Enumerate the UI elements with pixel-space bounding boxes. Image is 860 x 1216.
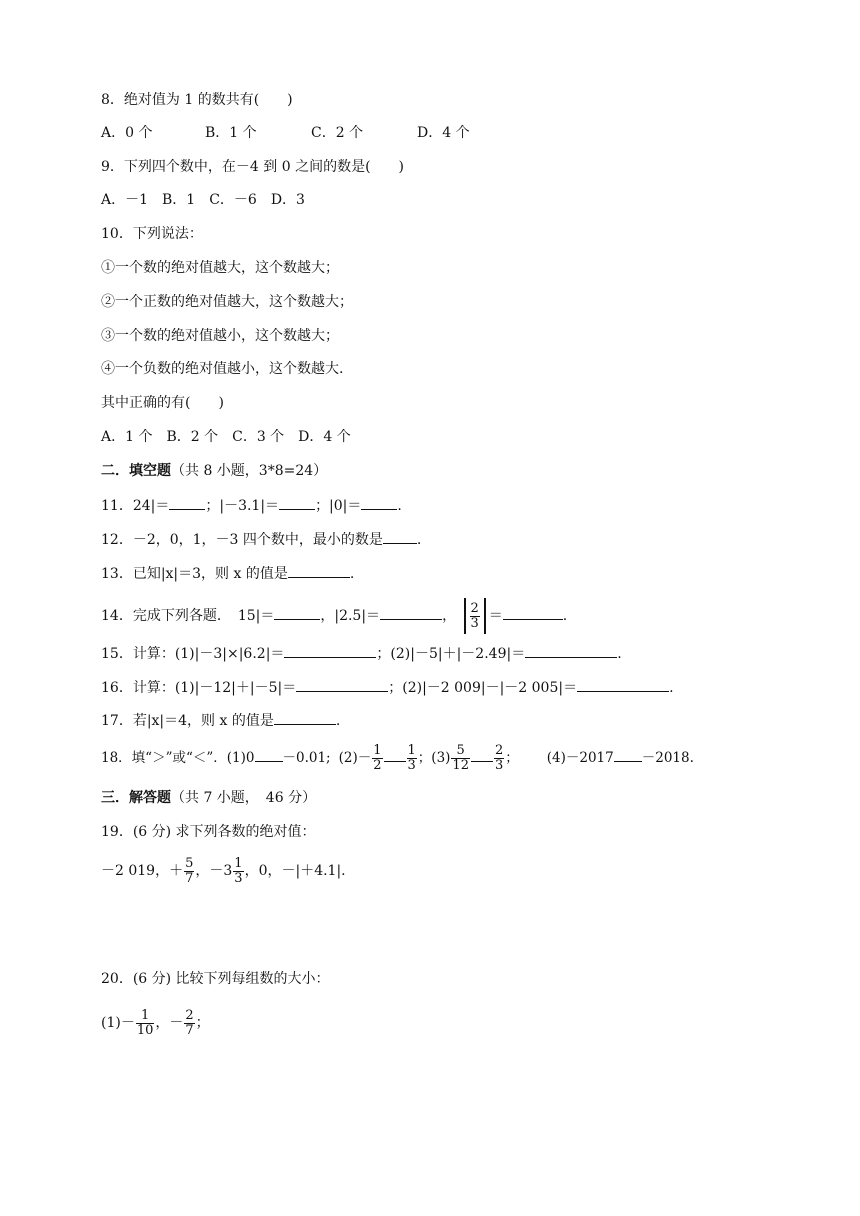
q19-part-c: ，0，－|＋4.1|.	[244, 863, 346, 879]
q18	[101, 738, 694, 778]
answer-blank[interactable]	[288, 563, 350, 578]
q18-part-c: (2)－	[338, 750, 372, 766]
fraction: $\frac{2}{7}$	[185, 1007, 194, 1038]
q14	[101, 596, 567, 636]
q16	[101, 677, 674, 698]
answer-blank[interactable]	[284, 643, 376, 658]
q18-part-h: －2018.	[641, 750, 694, 766]
fraction: $\frac{1}{10}$	[136, 1007, 154, 1038]
q10-options: A．1 个 B．2 个 C．3 个 D．4 个	[101, 429, 351, 445]
q19-part-b: ，－3	[195, 863, 233, 879]
q10-statement-4: ④一个负数的绝对值越小，这个数越大.	[101, 361, 344, 377]
answer-blank[interactable]	[503, 605, 563, 620]
fraction: $\frac{2}{3}$	[494, 743, 504, 773]
q12-part-b: .	[416, 532, 422, 548]
section2-title: 二．填空题	[101, 463, 171, 479]
answer-blank[interactable]	[384, 747, 406, 762]
q11-part-a: 11．24|＝	[101, 498, 170, 514]
fraction: $\frac{1}{3}$	[234, 855, 243, 886]
q20-part-b: ，－	[155, 1015, 184, 1031]
q10-question: 其中正确的有( )	[101, 395, 224, 411]
answer-blank[interactable]	[255, 747, 283, 762]
answer-blank[interactable]	[471, 747, 493, 762]
q8-options	[101, 123, 470, 143]
q15-part-b: ；(2)|－5|＋|－2.49|＝	[376, 646, 526, 662]
abs-bar-right	[484, 598, 486, 634]
q15-part-a: 15．计算：(1)|－3|×|6.2|＝	[101, 646, 285, 662]
section2-note: （共 8 小题，3*8=24）	[171, 463, 328, 479]
q17	[101, 710, 340, 731]
section3-title: 三．解答题	[101, 790, 171, 806]
answer-blank[interactable]	[296, 677, 388, 692]
fraction: $\frac{5}{7}$	[185, 855, 194, 886]
q14-part-a: 14．完成下列各题． 15|＝	[101, 608, 275, 624]
q18-part-e: ；	[505, 750, 519, 766]
q18-part-d: ；(3)	[417, 750, 451, 766]
q15	[101, 643, 622, 664]
q12-part-a: 12．－2，0，1，－3 四个数中，最小的数是	[101, 532, 383, 548]
section3-heading	[101, 788, 316, 808]
fraction: $\frac{5}{12}$	[452, 743, 469, 773]
q14-part-e: .	[562, 608, 568, 624]
q10-statement-1: ①一个数的绝对值越大，这个数越大；	[101, 260, 339, 276]
answer-blank[interactable]	[274, 605, 320, 620]
q12	[101, 529, 421, 550]
answer-blank[interactable]	[169, 495, 205, 510]
answer-blank[interactable]	[361, 495, 397, 510]
section3-note: （共 7 小题， 46 分）	[171, 790, 317, 806]
q14-part-c: ，	[442, 608, 457, 624]
q14-part-d: ＝	[488, 608, 503, 624]
q8-option-b: B．1 个	[205, 125, 257, 141]
fraction: $\frac{1}{2}$	[373, 743, 382, 773]
q19-numbers	[101, 851, 346, 891]
answer-blank[interactable]	[525, 643, 617, 658]
q11-part-b: ；|－3.1|＝	[205, 498, 280, 514]
answer-blank[interactable]	[577, 677, 669, 692]
q8-option-c: C．2 个	[311, 125, 364, 141]
q13	[101, 563, 354, 584]
q20-stem: 20．(6 分) 比较下列每组数的大小：	[101, 971, 330, 987]
answer-blank[interactable]	[274, 710, 336, 725]
section2-heading	[101, 461, 327, 481]
q8-stem: 8．绝对值为 1 的数共有( )	[101, 92, 293, 108]
q16-part-c: .	[669, 680, 674, 696]
fraction-two-thirds: $\frac{2}{3}$	[470, 600, 479, 631]
q18-part-g: (4)－2017	[546, 750, 614, 766]
q11	[101, 495, 402, 516]
q16-part-b: ；(2)|－2 009|－|－2 005|＝	[388, 680, 578, 696]
q10-stem: 10．下列说法：	[101, 226, 203, 242]
q15-part-c: .	[617, 646, 622, 662]
answer-blank[interactable]	[383, 529, 417, 544]
q17-part-b: .	[335, 713, 341, 729]
q18-part-a: 18．填“＞”或“＜”．(1)0	[101, 750, 255, 766]
q11-part-c: ；|0|＝	[315, 498, 362, 514]
q20-part-a: (1)－	[101, 1015, 135, 1031]
q14-part-b: ，|2.5|＝	[320, 608, 381, 624]
answer-blank[interactable]	[380, 605, 442, 620]
q10-statement-2: ②一个正数的绝对值越大，这个数越大；	[101, 294, 353, 310]
q8-option-a: A．0 个	[101, 125, 153, 141]
q9-stem: 9．下列四个数中，在－4 到 0 之间的数是( )	[101, 159, 404, 175]
q20-part-c: ；	[195, 1015, 210, 1031]
q19-part-a: －2 019，＋	[101, 863, 184, 879]
q8-option-d: D．4 个	[417, 125, 470, 141]
q10-statement-3: ③一个数的绝对值越小，这个数越大；	[101, 328, 339, 344]
q13-part-b: .	[349, 566, 355, 582]
q13-part-a: 13．已知|x|＝3，则 x 的值是	[101, 566, 288, 582]
q18-part-b: －0.01;	[282, 750, 331, 766]
fraction: $\frac{1}{3}$	[407, 743, 416, 773]
q16-part-a: 16．计算：(1)|－12|＋|－5|＝	[101, 680, 297, 696]
answer-blank[interactable]	[279, 495, 315, 510]
q17-part-a: 17．若|x|＝4，则 x 的值是	[101, 713, 274, 729]
answer-blank[interactable]	[614, 747, 642, 762]
q11-part-d: .	[397, 498, 402, 514]
q19-stem: 19．(6 分) 求下列各数的绝对值：	[101, 824, 316, 840]
q9-options: A．－1 B．1 C．－6 D．3	[101, 192, 305, 208]
abs-bar-left	[464, 598, 466, 634]
q20-part1	[101, 1003, 210, 1043]
